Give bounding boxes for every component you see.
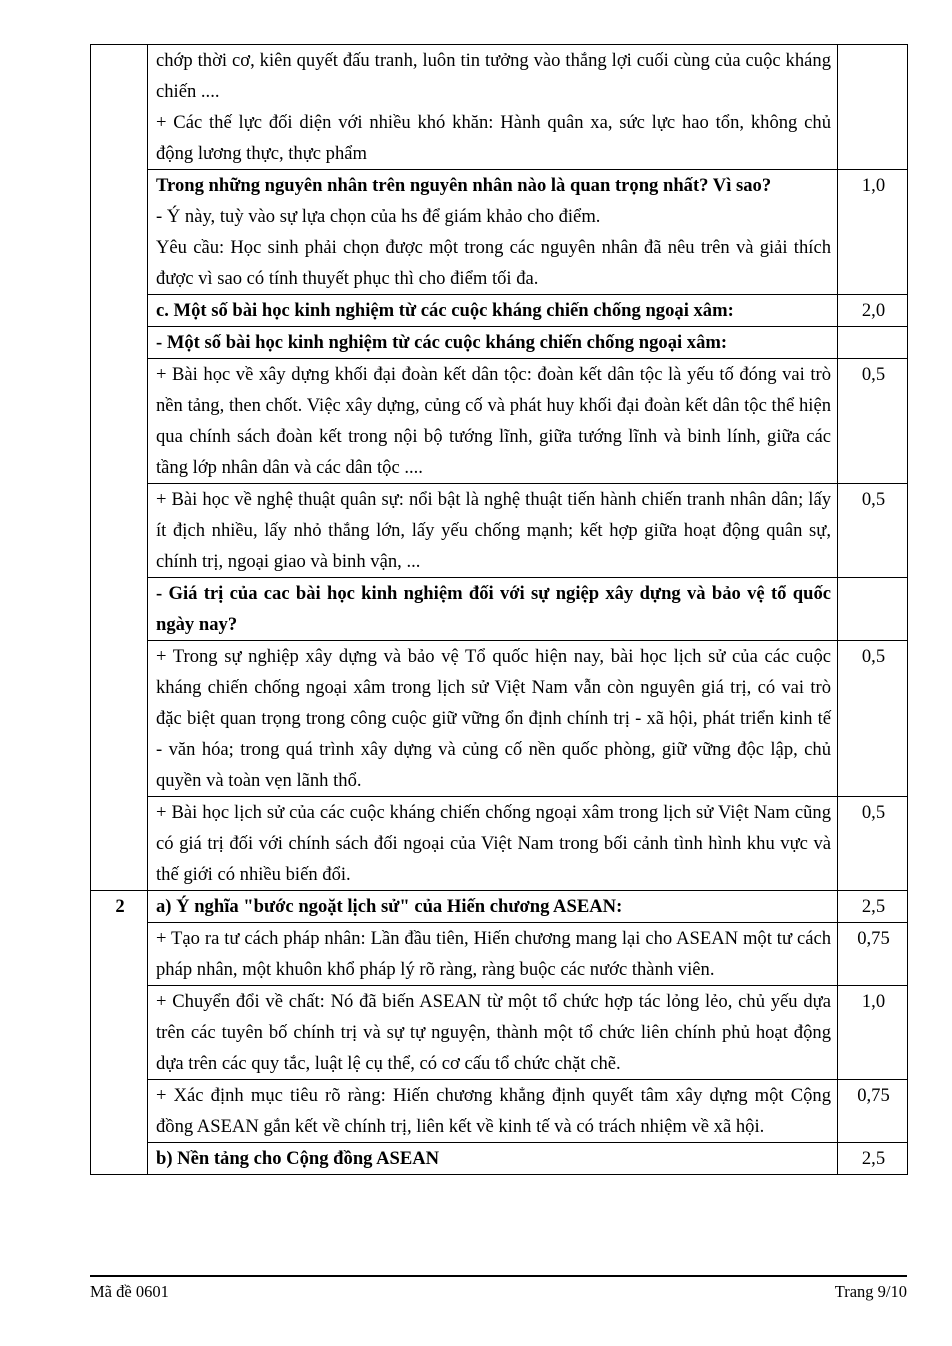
score-cell: 0,5 (838, 359, 908, 484)
answer-heading: Trong những nguyên nhân trên nguyên nhân nào là quan trọng nhất? Vì sao? (156, 175, 772, 196)
answer-content (148, 797, 838, 891)
exam-code: Mã đề 0601 (90, 1282, 169, 1301)
score-cell: 1,0 (838, 986, 908, 1080)
page-number: Trang 9/10 (834, 1282, 907, 1301)
score-cell: 2,5 (838, 1143, 908, 1175)
page-footer (90, 1275, 907, 1301)
score-cell: 2,0 (838, 295, 908, 327)
answer-row (91, 986, 908, 1080)
answer-row (91, 641, 908, 797)
answer-row (91, 923, 908, 986)
answer-row (91, 45, 908, 170)
score-cell: 2,5 (838, 891, 908, 923)
answer-key-table (90, 44, 908, 1175)
answer-content (148, 484, 838, 578)
answer-heading: c. Một số bài học kinh nghiệm từ các cuộc kháng chiến chống ngoại xâm: (156, 300, 734, 321)
answer-text: Yêu cầu: Học sinh phải chọn được một trong các nguyên nhân đã nêu trên và giải thích được vì sao có tính thuyết phục thì cho điểm tối đa. (156, 237, 831, 289)
answer-content (148, 891, 838, 923)
answer-row (91, 327, 908, 359)
answer-row (91, 1143, 908, 1175)
answer-row (91, 797, 908, 891)
answer-content (148, 923, 838, 986)
answer-row (91, 1080, 908, 1143)
answer-content (148, 641, 838, 797)
answer-text: + Xác định mục tiêu rõ ràng: Hiến chương khẳng định quyết tâm xây dựng một Cộng đồng ASEAN gắn kết về chính trị, liên kết về kinh tế và có trách nhiệm về xã hội. (156, 1085, 831, 1137)
answer-row (91, 891, 908, 923)
score-cell: 0,5 (838, 797, 908, 891)
answer-content (148, 45, 838, 170)
answer-key-body (91, 45, 908, 1175)
answer-heading: b) Nền tảng cho Cộng đồng ASEAN (156, 1148, 440, 1169)
score-cell (838, 578, 908, 641)
answer-row (91, 359, 908, 484)
answer-content (148, 359, 838, 484)
answer-content (148, 578, 838, 641)
answer-heading: - Một số bài học kinh nghiệm từ các cuộc kháng chiến chống ngoại xâm: (156, 332, 728, 353)
answer-text: chớp thời cơ, kiên quyết đấu tranh, luôn tin tưởng vào thắng lợi cuối cùng của cuộc kháng chiến .... (156, 50, 831, 102)
answer-row (91, 170, 908, 295)
answer-text: + Bài học lịch sử của các cuộc kháng chiến chống ngoại xâm trong lịch sử Việt Nam cũng có giá trị đối với chính sách đối ngoại của Việt Nam trong bối cảnh tình hình khu vực và thế giới có nhiều biến đổi. (156, 802, 831, 885)
answer-row (91, 295, 908, 327)
question-number: 2 (91, 891, 148, 1175)
answer-text: + Tạo ra tư cách pháp nhân: Lần đầu tiên, Hiến chương mang lại cho ASEAN một tư cách pháp nhân, một khuôn khổ pháp lý rõ ràng, ràng buộc các nước thành viên. (156, 928, 831, 980)
answer-content (148, 986, 838, 1080)
answer-content (148, 327, 838, 359)
answer-text: + Trong sự nghiệp xây dựng và bảo vệ Tổ quốc hiện nay, bài học lịch sử của các cuộc kháng chiến chống ngoại xâm trong lịch sử Việt Nam vẫn còn nguyên giá trị, có vai trò đặc biệt quan trọng trong công cuộc giữ vững ổn định chính trị - xã hội, phát triển kinh tế - văn hóa; trong quá trình xây dựng và củng cố nền quốc phòng, giữ vững độc lập, chủ quyền và toàn vẹn lãnh thổ. (156, 646, 831, 791)
answer-heading: a) Ý nghĩa "bước ngoặt lịch sử" của Hiến chương ASEAN: (156, 896, 623, 917)
answer-content (148, 170, 838, 295)
score-cell: 0,5 (838, 641, 908, 797)
answer-content (148, 295, 838, 327)
score-cell: 1,0 (838, 170, 908, 295)
answer-text: + Bài học về nghệ thuật quân sự: nổi bật là nghệ thuật tiến hành chiến tranh nhân dân; lấy ít địch nhiều, lấy nhỏ thắng lớn, lấy yếu chống mạnh; kết hợp giữa hoạt động quân sự, chính trị, ngoại giao và binh vận, ... (156, 489, 831, 572)
question-number-cell (91, 45, 148, 891)
score-cell: 0,75 (838, 1080, 908, 1143)
answer-row (91, 484, 908, 578)
score-cell: 0,75 (838, 923, 908, 986)
answer-text: - Ý này, tuỳ vào sự lựa chọn của hs để giám khảo cho điểm. (156, 206, 601, 227)
answer-row (91, 578, 908, 641)
answer-heading: - Giá trị của cac bài học kinh nghiệm đối với sự ngiệp xây dựng và bảo vệ tổ quốc ngày nay? (156, 583, 831, 635)
answer-text: + Bài học về xây dựng khối đại đoàn kết dân tộc: đoàn kết dân tộc là yếu tố đóng vai trò nền tảng, then chốt. Việc xây dựng, củng cố và phát huy khối đại đoàn kết dân tộc thể hiện qua chính sách đoàn kết trong nội bộ tướng lĩnh, giữa tướng lĩnh và binh lính, giữa các tầng lớp nhân dân và các dân tộc .... (156, 364, 831, 478)
answer-text: + Các thế lực đối diện với nhiều khó khăn: Hành quân xa, sức lực hao tổn, không chủ động lương thực, thực phẩm (156, 112, 831, 164)
score-cell (838, 327, 908, 359)
answer-content (148, 1143, 838, 1175)
score-cell (838, 45, 908, 170)
answer-text: + Chuyển đổi về chất: Nó đã biến ASEAN từ một tổ chức hợp tác lỏng lẻo, chủ yếu dựa trên các tuyên bố chính trị và sự tự nguyện, thành một tổ chức liên chính phủ hoạt động dựa trên các quy tắc, luật lệ cụ thể, có cơ cấu tổ chức chặt chẽ. (156, 991, 831, 1074)
answer-content (148, 1080, 838, 1143)
score-cell: 0,5 (838, 484, 908, 578)
